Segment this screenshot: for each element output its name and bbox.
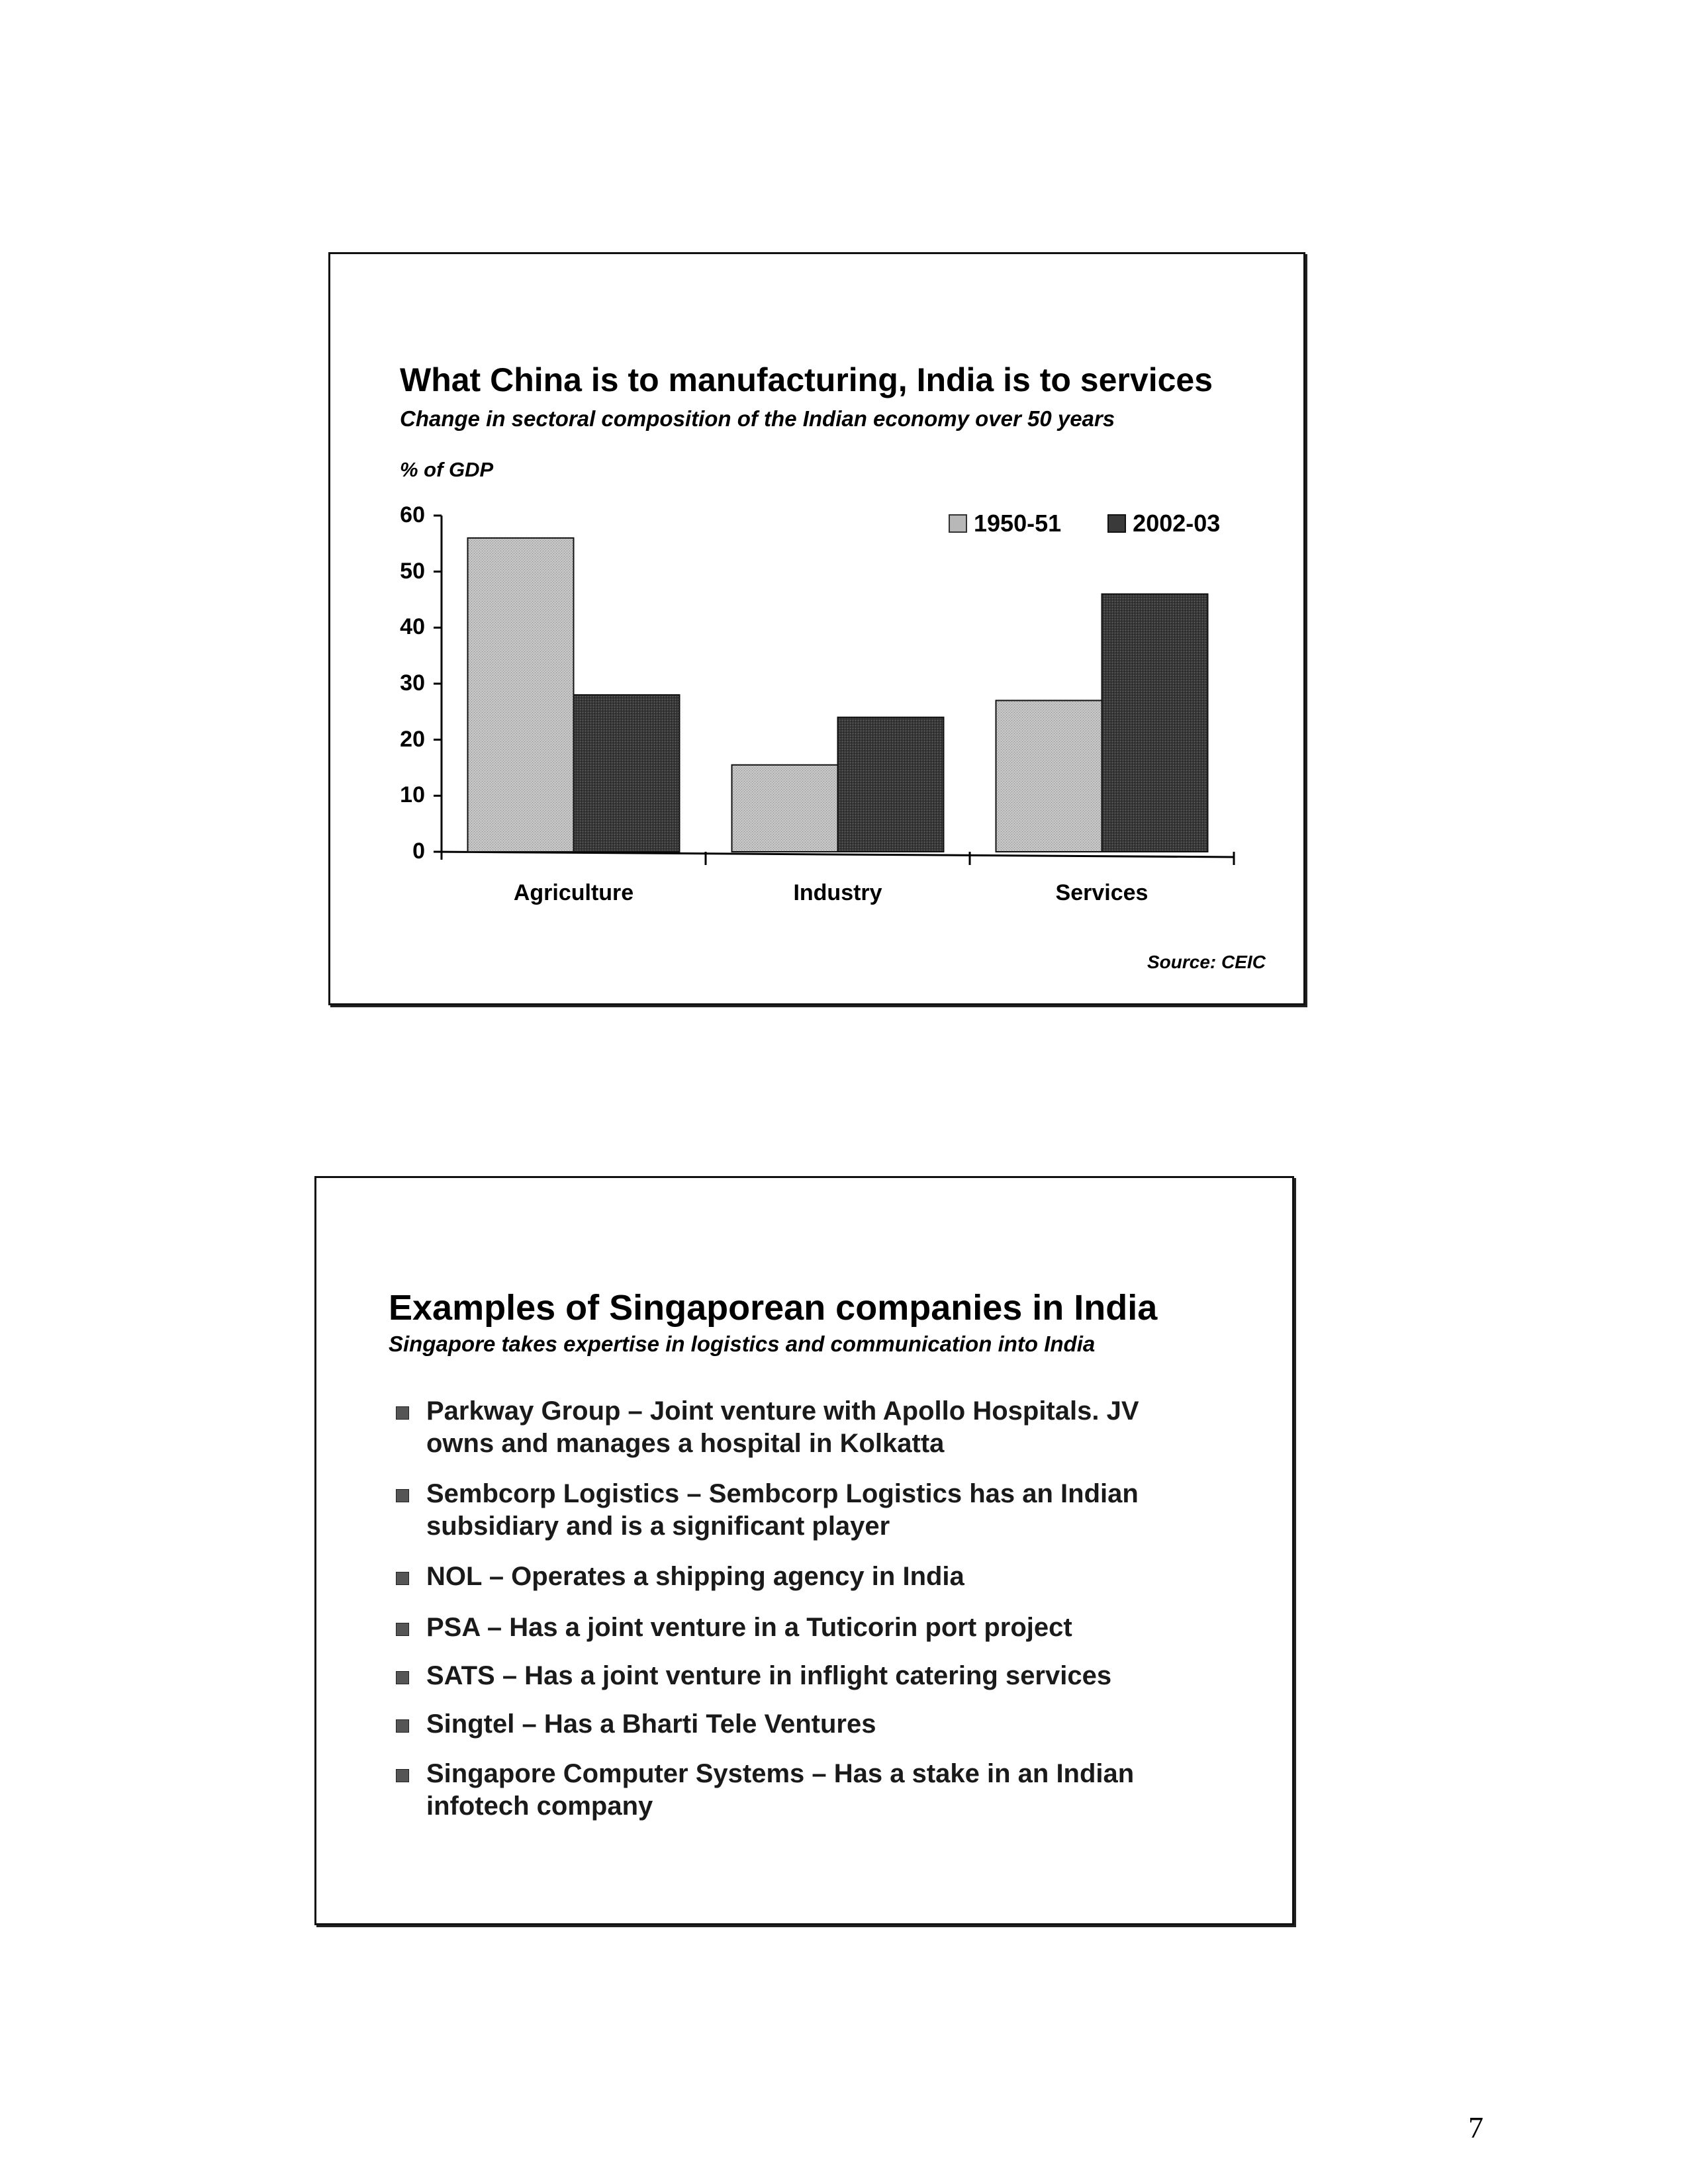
slide1-subtitle: Change in sectoral composition of the Indian economy over 50 years — [400, 406, 1115, 431]
legend-label: 2002-03 — [1133, 510, 1221, 537]
bar-services-1950-51 — [996, 700, 1102, 852]
bullet-square-icon — [396, 1406, 409, 1420]
slide2-subtitle: Singapore takes expertise in logistics and communication into India — [389, 1332, 1096, 1356]
bullet-item — [396, 1708, 876, 1741]
legend-swatch-light — [949, 514, 967, 533]
bullet-square-icon — [396, 1719, 409, 1733]
chart-source: Source: CEIC — [1147, 952, 1266, 972]
bullet-item — [396, 1612, 1072, 1644]
y-axis-label: % of GDP — [400, 458, 494, 481]
bullet-square-icon — [396, 1671, 409, 1684]
bullet-line: Sembcorp Logistics – Sembcorp Logistics has an Indian — [426, 1479, 1139, 1508]
y-tick-label: 0 — [412, 839, 425, 864]
legend-label: 1950-51 — [974, 510, 1062, 537]
bullet-line: subsidiary and is a significant player — [426, 1512, 890, 1541]
bullet-line: owns and manages a hospital in Kolkatta — [426, 1429, 945, 1458]
y-tick-label: 20 — [400, 726, 425, 752]
y-tick-label: 10 — [400, 782, 425, 808]
legend-item-1950-51 — [949, 510, 1061, 537]
bullet-line: Singapore Computer Systems – Has a stake in an Indian — [426, 1759, 1135, 1788]
y-tick-label: 60 — [400, 502, 425, 527]
legend-item-2002-03 — [1107, 510, 1220, 537]
bar-chart — [0, 0, 1688, 993]
bullet-line: Singtel – Has a Bharti Tele Ventures — [426, 1709, 876, 1739]
bar-agriculture-1950-51 — [468, 538, 574, 852]
bullet-line: SATS – Has a joint venture in inflight catering services — [426, 1661, 1112, 1690]
bullet-item — [396, 1478, 1139, 1543]
bar-services-2002-03 — [1102, 594, 1208, 852]
bar-industry-1950-51 — [732, 765, 838, 852]
bullet-square-icon — [396, 1769, 409, 1782]
y-tick-label: 50 — [400, 558, 425, 584]
bullet-item — [396, 1660, 1111, 1692]
bar-agriculture-2002-03 — [574, 695, 680, 852]
x-category-label: Industry — [793, 880, 882, 905]
y-tick-label: 40 — [400, 614, 425, 640]
page-number: 7 — [1468, 2111, 1483, 2144]
slide2-title: Examples of Singaporean companies in India — [389, 1288, 1158, 1328]
bullet-line: NOL – Operates a shipping agency in India — [426, 1562, 964, 1591]
bullet-item — [396, 1561, 964, 1593]
bullet-item — [396, 1758, 1134, 1823]
bar-industry-2002-03 — [838, 717, 944, 852]
x-category-label: Agriculture — [513, 880, 634, 905]
bullet-square-icon — [396, 1489, 409, 1502]
bullet-item — [396, 1395, 1139, 1460]
slide1-title: What China is to manufacturing, India is to services — [400, 361, 1213, 398]
bullet-square-icon — [396, 1623, 409, 1636]
bullet-line: Parkway Group – Joint venture with Apollo Hospitals. JV — [426, 1396, 1139, 1426]
bullet-line: infotech company — [426, 1792, 653, 1821]
bullet-square-icon — [396, 1572, 409, 1585]
bullet-line: PSA – Has a joint venture in a Tuticorin port project — [426, 1613, 1072, 1642]
legend-swatch-dark — [1107, 514, 1126, 533]
chart-legend — [949, 510, 1220, 537]
y-tick-label: 30 — [400, 670, 425, 696]
x-axis — [434, 852, 1234, 857]
x-category-label: Services — [1055, 880, 1149, 905]
